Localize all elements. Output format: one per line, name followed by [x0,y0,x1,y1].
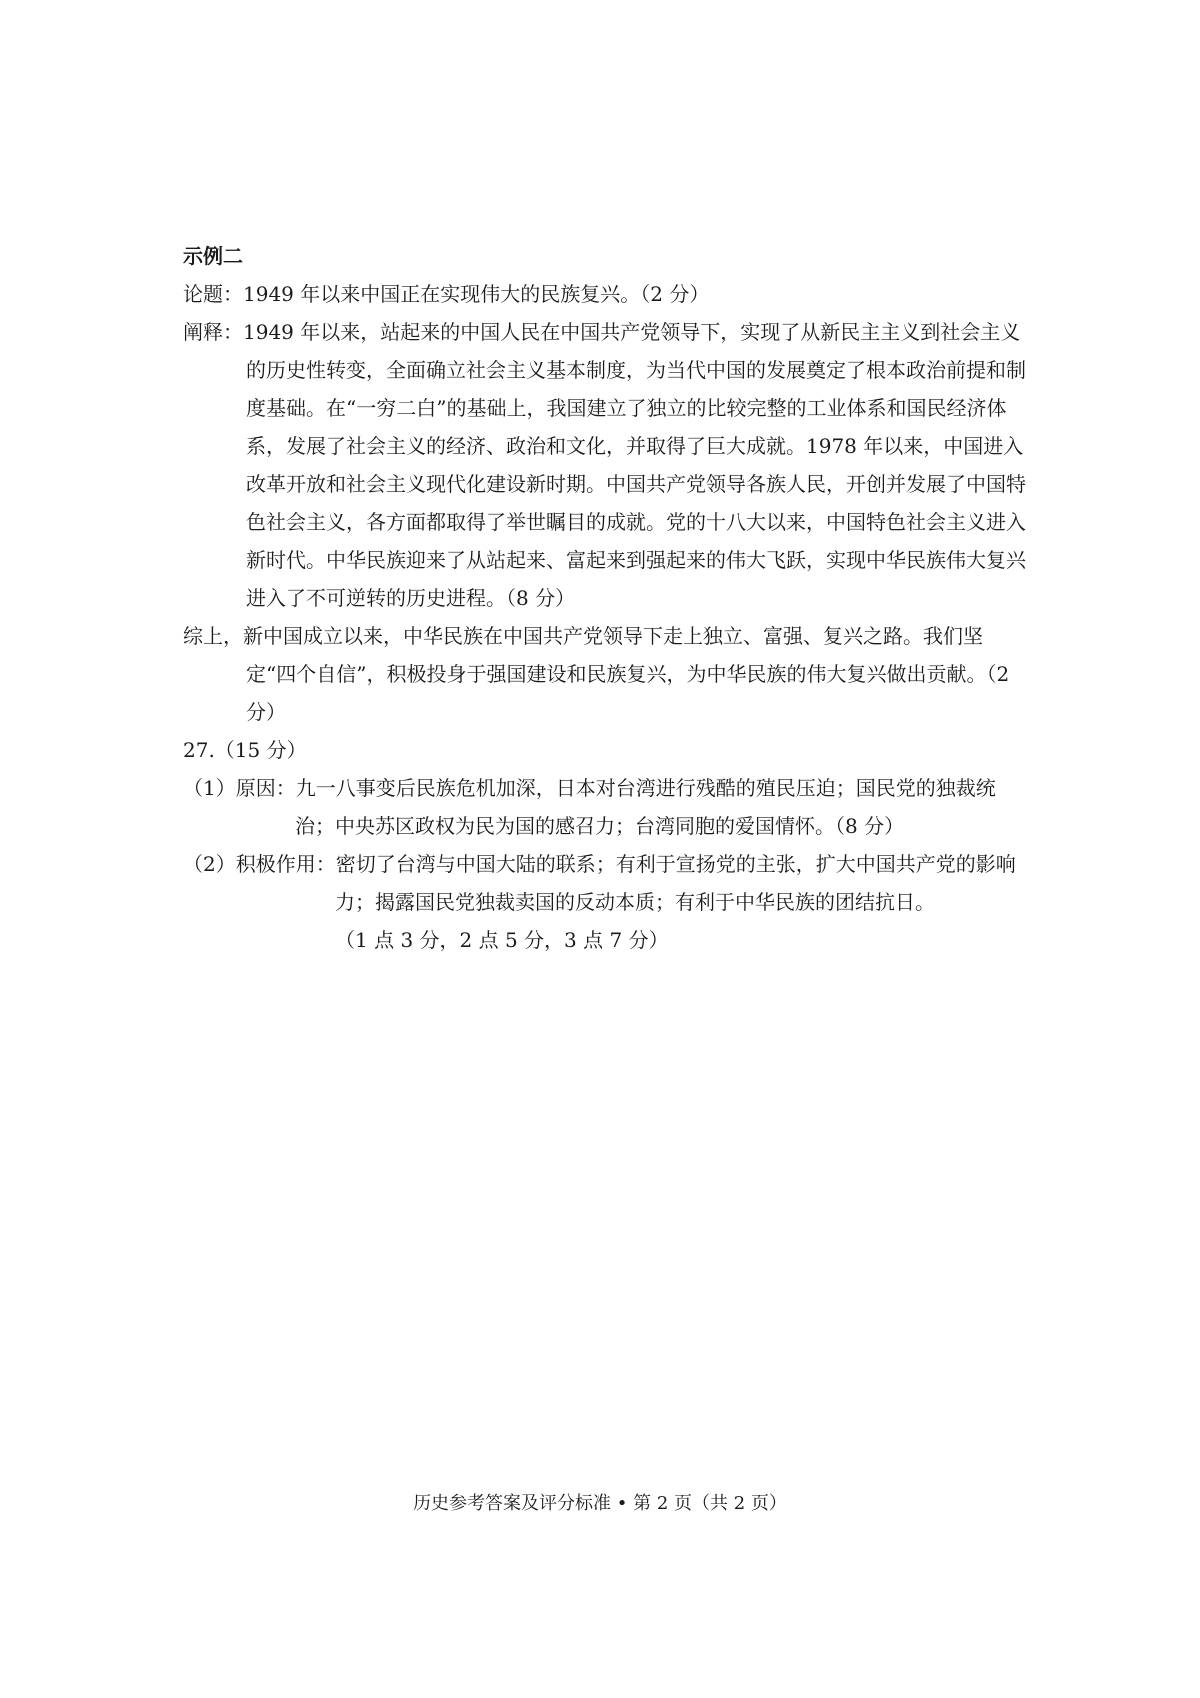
answer-content [183,233,1033,959]
explanation-paragraph: 阐释：1949 年以来，站起来的中国人民在中国共产党领导下，实现了从新民主主义到社会主义的历史性转变，全面确立社会主义基本制度，为当代中国的发展奠定了根本政治前提和制度基础。在“一穷二白”的基础上，我国建立了独立的比较完整的工业体系和国民经济体系，发展了社会主义的经济、政治和文化，并取得了巨大成就。1978 年以来，中国进入改革开放和社会主义现代化建设新时期。中国共产党领导各族人民，开创并发展了中国特色社会主义，各方面都取得了举世瞩目的成就。党的十八大以来，中国特色社会主义进入新时代。中华民族迎来了从站起来、富起来到强起来的伟大飞跃，实现中华民族伟大复兴进入了不可逆转的历史进程。（8 分） [183,320,1026,610]
question-27-part-2-score: （1 点 3 分，2 点 5 分，3 点 7 分） [335,928,669,952]
thesis-paragraph: 论题：1949 年以来中国正在实现伟大的民族复兴。（2 分） [183,282,710,306]
page-footer: 历史参考答案及评分标准 • 第 2 页（共 2 页） [413,1493,787,1514]
question-27-part-1: （1）原因：九一八事变后民族危机加深，日本对台湾进行残酷的殖民压迫；国民党的独裁统治；中央苏区政权为民为国的感召力；台湾同胞的爱国情怀。（8 分） [183,776,996,838]
question-27-heading: 27.（15 分） [183,738,307,762]
conclusion-paragraph: 综上，新中国成立以来，中华民族在中国共产党领导下走上独立、富强、复兴之路。我们坚定“四个自信”，积极投身于强国建设和民族复兴，为中华民族的伟大复兴做出贡献。（2 分） [183,624,1010,724]
question-27-part-2: （2）积极作用：密切了台湾与中国大陆的联系；有利于宣扬党的主张，扩大中国共产党的影响力；揭露国民党独裁卖国的反动本质；有利于中华民族的团结抗日。 [183,852,1016,914]
example-heading: 示例二 [183,244,243,268]
